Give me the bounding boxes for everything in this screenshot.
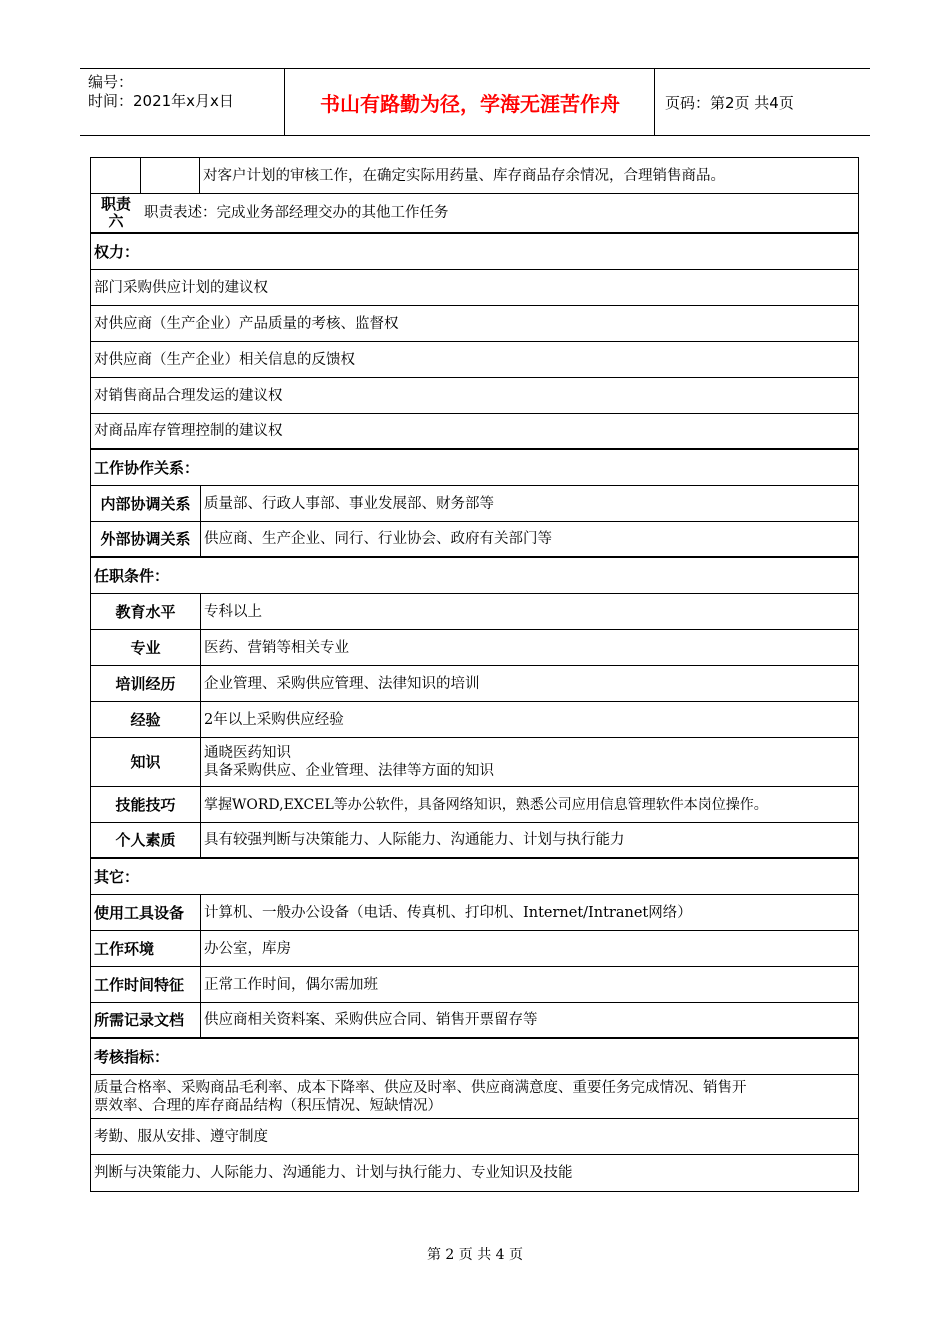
knowledge-line: 通晓医药知识	[204, 745, 291, 761]
duty-six-label	[91, 194, 141, 232]
powers-title-row	[91, 234, 858, 270]
relation-row	[91, 522, 858, 558]
qualification-value: 医药、营销等相关专业	[204, 639, 349, 656]
other-value: 正常工作时间，偶尔需加班	[204, 976, 378, 993]
qualification-label: 专业	[91, 630, 201, 665]
power-item: 对供应商（生产企业）相关信息的反馈权	[94, 351, 355, 368]
section-title: 考核指标：	[94, 1047, 170, 1066]
other-value: 供应商相关资料案、采购供应合同、销售开票留存等	[204, 1012, 538, 1028]
other-row	[91, 931, 858, 967]
qualification-value: 2年以上采购供应经验	[204, 711, 344, 728]
relations-title-row	[91, 450, 858, 486]
qualification-label: 经验	[91, 702, 201, 737]
duty-continued-text: 对客户计划的审核工作，在确定实际用药量、库存商品存余情况，合理销售商品。	[203, 167, 725, 184]
qualification-label: 个人素质	[91, 823, 201, 857]
qualification-value: 掌握WORD,EXCEL等办公软件，具备网络知识，熟悉公司应用信息管理软件本岗位操作。	[204, 796, 768, 813]
duty-six-label-bottom: 六	[108, 212, 124, 230]
power-row	[91, 414, 858, 450]
page-header	[80, 68, 870, 136]
kpi-line: 票效率、合理的库存商品结构（积压情况、短缺情况）	[94, 1097, 442, 1114]
power-row	[91, 306, 858, 342]
relation-value: 质量部、行政人事部、事业发展部、财务部等	[204, 495, 494, 512]
time-label: 时间：2021年x月x日	[88, 92, 234, 110]
other-row	[91, 895, 858, 931]
section-title: 工作协作关系：	[94, 458, 200, 477]
header-divider	[284, 69, 285, 135]
power-row	[91, 342, 858, 378]
qualification-row	[91, 630, 858, 666]
power-row	[91, 270, 858, 306]
other-label: 所需记录文档	[91, 1003, 201, 1037]
relation-row	[91, 486, 858, 522]
qualifications-title-row	[91, 558, 858, 594]
relation-label: 外部协调关系	[91, 522, 201, 556]
kpi-line: 质量合格率、采购商品毛利率、成本下降率、供应及时率、供应商满意度、重要任务完成情况、销售开	[94, 1079, 747, 1096]
qualification-value: 具有较强判断与决策能力、人际能力、沟通能力、计划与执行能力	[204, 832, 625, 848]
empty-cell	[141, 158, 200, 193]
empty-cell	[91, 158, 141, 193]
power-item: 部门采购供应计划的建议权	[94, 279, 268, 296]
power-row	[91, 378, 858, 414]
relation-label: 内部协调关系	[91, 486, 201, 521]
qualification-label: 知识	[91, 738, 201, 786]
duty-six-desc: 职责表述：完成业务部经理交办的其他工作任务	[144, 205, 449, 221]
power-item: 对销售商品合理发运的建议权	[94, 387, 283, 404]
section-title: 任职条件：	[94, 566, 170, 585]
other-value: 办公室，库房	[204, 940, 291, 957]
qualification-row	[91, 738, 858, 787]
duty-six-row	[91, 194, 858, 234]
other-label: 工作时间特征	[91, 967, 201, 1002]
qualification-value: 专科以上	[204, 603, 262, 620]
kpi-item: 判断与决策能力、人际能力、沟通能力、计划与执行能力、专业知识及技能	[94, 1165, 573, 1181]
kpi-row	[91, 1119, 858, 1155]
qualification-label: 教育水平	[91, 594, 201, 629]
qualification-row	[91, 823, 858, 859]
header-meta	[88, 73, 288, 111]
qualification-label: 技能技巧	[91, 787, 201, 822]
qualification-row	[91, 702, 858, 738]
kpi-item	[91, 1075, 858, 1118]
power-item: 对商品库存管理控制的建议权	[94, 423, 283, 439]
qualification-label: 培训经历	[91, 666, 201, 701]
others-title-row	[91, 859, 858, 895]
page-number: 页码：第2页 共4页	[665, 93, 794, 112]
power-item: 对供应商（生产企业）产品质量的考核、监督权	[94, 315, 399, 332]
other-label: 使用工具设备	[91, 895, 201, 930]
other-row	[91, 1003, 858, 1039]
page-footer: 第 2 页 共 4 页	[426, 1247, 524, 1263]
kpi-title-row	[91, 1039, 858, 1075]
kpi-item: 考勤、服从安排、遵守制度	[94, 1128, 268, 1145]
kpi-row	[91, 1155, 858, 1191]
job-description-table	[90, 157, 859, 1192]
duty-continued-row	[91, 158, 858, 194]
duty-six-label-top: 职责	[100, 195, 131, 213]
qualification-value: 企业管理、采购供应管理、法律知识的培训	[204, 675, 480, 692]
section-title: 权力：	[94, 242, 140, 261]
kpi-row	[91, 1075, 858, 1119]
qualification-row	[91, 666, 858, 702]
qualification-value	[201, 738, 858, 786]
qualification-row	[91, 594, 858, 630]
other-value: 计算机、一般办公设备（电话、传真机、打印机、Internet/Intranet网络）	[204, 904, 692, 921]
knowledge-line: 具备采购供应、企业管理、法律等方面的知识	[204, 763, 494, 779]
relation-value: 供应商、生产企业、同行、行业协会、政府有关部门等	[204, 531, 552, 547]
other-label: 工作环境	[91, 931, 201, 966]
number-label: 编号：	[88, 73, 134, 91]
qualification-row	[91, 787, 858, 823]
other-row	[91, 967, 858, 1003]
section-title: 其它：	[94, 867, 140, 886]
header-motto: 书山有路勤为径，学海无涯苦作舟	[320, 91, 620, 116]
header-divider	[654, 69, 655, 135]
